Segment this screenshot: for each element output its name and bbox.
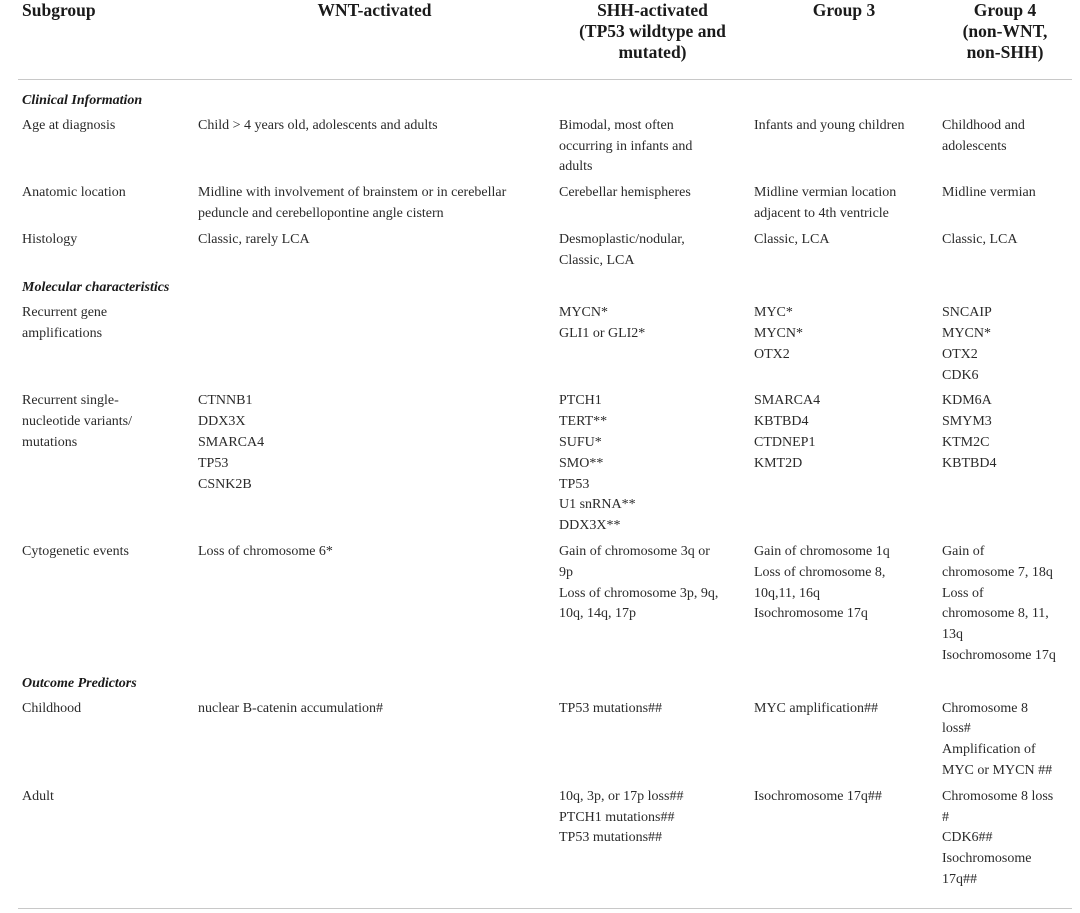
- header-row: [18, 0, 1072, 80]
- cell-line: MYCN*: [942, 325, 992, 341]
- cell-line: chromosome 8, 11,: [942, 606, 1049, 622]
- table-cell: [750, 114, 938, 181]
- cell-line: #: [942, 809, 949, 825]
- cell-line: amplifications: [22, 325, 103, 341]
- cell-line: CSNK2B: [198, 476, 252, 492]
- table-cell: [750, 540, 938, 670]
- table-cell: [555, 697, 750, 785]
- cell-line: Desmoplastic/nodular,: [559, 231, 685, 247]
- cell-line: Classic, LCA: [942, 231, 1018, 247]
- table-body: [18, 80, 1072, 894]
- table-cell: [194, 114, 555, 181]
- table-cell: [938, 785, 1072, 894]
- table-cell: [194, 389, 555, 540]
- cell-line: CTNNB1: [198, 393, 253, 409]
- cell-line: Childhood: [22, 700, 82, 716]
- cell-line: Gain of chromosome 1q: [754, 543, 890, 559]
- cell-line: SMARCA4: [754, 393, 821, 409]
- table-cell: [750, 785, 938, 894]
- table-cell: [938, 540, 1072, 670]
- table-row: [18, 114, 1072, 181]
- cell-line: TP53: [198, 455, 229, 471]
- cell-line: 10q,11, 16q: [754, 585, 820, 601]
- cell-line: SMARCA4: [198, 434, 265, 450]
- table-cell: [750, 697, 938, 785]
- row-label: [18, 389, 194, 540]
- cell-line: Infants and young children: [754, 117, 905, 133]
- cell-line: TERT**: [559, 414, 608, 430]
- cell-line: nucleotide variants/: [22, 414, 133, 430]
- table-cell: [555, 228, 750, 275]
- cell-line: Childhood and: [942, 117, 1025, 133]
- cell-line: Isochromosome 17q: [942, 647, 1056, 663]
- table-cell: [750, 301, 938, 389]
- table-cell: [938, 181, 1072, 228]
- table-cell: [750, 181, 938, 228]
- cell-line: DDX3X**: [559, 518, 621, 534]
- cell-line: Classic, LCA: [559, 252, 635, 268]
- table-cell: [194, 785, 555, 894]
- section-row: [18, 670, 1072, 697]
- cell-line: DDX3X: [198, 414, 246, 430]
- column-header: [18, 0, 194, 80]
- table-row: [18, 540, 1072, 670]
- cell-line: occurring in infants and: [559, 138, 693, 154]
- cell-line: Cerebellar hemispheres: [559, 185, 691, 201]
- cell-line: TP53: [559, 476, 590, 492]
- table-cell: [938, 389, 1072, 540]
- cell-line: adolescents: [942, 138, 1007, 154]
- cell-line: CTDNEP1: [754, 434, 816, 450]
- row-label: [18, 540, 194, 670]
- cell-line: PTCH1: [559, 393, 602, 409]
- cell-line: nuclear B-catenin accumulation#: [198, 700, 384, 716]
- cell-line: SMYM3: [942, 414, 992, 430]
- cell-line: TP53 mutations##: [559, 700, 663, 716]
- cell-line: chromosome 7, 18q: [942, 564, 1053, 580]
- cell-line: Loss of: [942, 585, 984, 601]
- medulloblastoma-subgroup-table: [18, 0, 1072, 894]
- cell-line: Classic, rarely LCA: [198, 231, 310, 247]
- row-label: [18, 228, 194, 275]
- cell-line: Group 4: [973, 0, 1037, 20]
- table-cell: [938, 697, 1072, 785]
- cell-line: 13q: [942, 627, 963, 643]
- table-cell: [938, 301, 1072, 389]
- cell-line: mutated): [618, 42, 687, 62]
- section-row: [18, 80, 1072, 114]
- cell-line: Cytogenetic events: [22, 543, 129, 559]
- cell-line: OTX2: [754, 346, 790, 362]
- cell-line: CDK6: [942, 367, 979, 383]
- cell-line: (non-WNT,: [962, 21, 1048, 41]
- cell-line: Loss of chromosome 3p, 9q,: [559, 585, 719, 601]
- cell-line: KTM2C: [942, 434, 990, 450]
- section-title: Clinical Information: [22, 93, 143, 108]
- table-cell: [555, 540, 750, 670]
- cell-line: Gain of: [942, 543, 985, 559]
- cell-line: Adult: [22, 788, 54, 804]
- cell-line: Group 3: [812, 0, 876, 20]
- cell-line: Age at diagnosis: [22, 117, 116, 133]
- cell-line: KDM6A: [942, 393, 992, 409]
- cell-line: 10q, 3p, or 17p loss##: [559, 788, 684, 804]
- cell-line: KMT2D: [754, 455, 803, 471]
- cell-line: KBTBD4: [754, 414, 809, 430]
- table-cell: [938, 114, 1072, 181]
- table-cell: [194, 540, 555, 670]
- table-cell: [194, 228, 555, 275]
- cell-line: Midline with involvement of brainstem or in cerebellar: [198, 185, 507, 201]
- table-cell: [555, 114, 750, 181]
- column-header: [555, 0, 750, 80]
- cell-line: Recurrent single-: [22, 393, 119, 409]
- cell-line: 9p: [559, 564, 573, 580]
- cell-line: SHH-activated: [597, 0, 708, 20]
- table-cell: [750, 389, 938, 540]
- cell-line: TP53 mutations##: [559, 830, 663, 846]
- section-row: [18, 274, 1072, 301]
- row-label: [18, 301, 194, 389]
- bottom-rule: [18, 908, 1072, 909]
- row-label: [18, 785, 194, 894]
- cell-line: Chromosome 8: [942, 700, 1028, 716]
- cell-line: Midline vermian location: [754, 185, 897, 201]
- cell-line: Isochromosome 17q: [754, 606, 868, 622]
- cell-line: OTX2: [942, 346, 978, 362]
- column-header: [194, 0, 555, 80]
- section-title: Outcome Predictors: [22, 675, 137, 691]
- cell-line: CDK6##: [942, 830, 993, 846]
- cell-line: (TP53 wildtype and: [579, 21, 726, 41]
- table-cell: [555, 785, 750, 894]
- cell-line: 17q##: [942, 871, 977, 887]
- row-label: [18, 114, 194, 181]
- table-row: [18, 228, 1072, 275]
- cell-line: MYC*: [754, 305, 793, 321]
- cell-line: WNT-activated: [317, 0, 432, 20]
- cell-line: MYC or MYCN ##: [942, 762, 1053, 778]
- table-row: [18, 697, 1072, 785]
- cell-line: adjacent to 4th ventricle: [754, 205, 889, 221]
- cell-line: Histology: [22, 231, 78, 247]
- cell-line: peduncle and cerebellopontine angle cistern: [198, 205, 444, 221]
- table-cell: [194, 697, 555, 785]
- cell-line: U1 snRNA**: [559, 497, 636, 513]
- cell-line: MYC amplification##: [754, 700, 879, 716]
- cell-line: loss#: [942, 721, 971, 737]
- cell-line: KBTBD4: [942, 455, 997, 471]
- cell-line: Midline vermian: [942, 185, 1036, 201]
- table-row: [18, 389, 1072, 540]
- cell-line: MYCN*: [559, 305, 609, 321]
- cell-line: mutations: [22, 434, 78, 450]
- cell-line: Gain of chromosome 3q or: [559, 543, 710, 559]
- table-cell: [938, 228, 1072, 275]
- cell-line: Chromosome 8 loss: [942, 788, 1054, 804]
- cell-line: GLI1 or GLI2*: [559, 325, 646, 341]
- cell-line: PTCH1 mutations##: [559, 809, 675, 825]
- table-row: [18, 181, 1072, 228]
- table-cell: [555, 389, 750, 540]
- row-label: [18, 181, 194, 228]
- column-header: [938, 0, 1072, 80]
- cell-line: Loss of chromosome 6*: [198, 543, 333, 559]
- table-cell: [750, 228, 938, 275]
- cell-line: SMO**: [559, 455, 604, 471]
- section-title: Molecular characteristics: [22, 280, 170, 296]
- table-row: [18, 785, 1072, 894]
- table-cell: [555, 181, 750, 228]
- cell-line: Recurrent gene: [22, 305, 108, 321]
- cell-line: Subgroup: [22, 0, 96, 20]
- cell-line: Child > 4 years old, adolescents and adults: [198, 117, 438, 133]
- cell-line: SNCAIP: [942, 305, 992, 321]
- cell-line: Isochromosome: [942, 851, 1032, 867]
- table-cell: [194, 301, 555, 389]
- cell-line: Loss of chromosome 8,: [754, 564, 886, 580]
- table-cell: [194, 181, 555, 228]
- cell-line: Anatomic location: [22, 185, 126, 201]
- cell-line: non-SHH): [966, 42, 1044, 62]
- column-header: [750, 0, 938, 80]
- cell-line: MYCN*: [754, 325, 804, 341]
- cell-line: Bimodal, most often: [559, 117, 674, 133]
- cell-line: 10q, 14q, 17p: [559, 606, 636, 622]
- table-row: [18, 301, 1072, 389]
- cell-line: Classic, LCA: [754, 231, 830, 247]
- table-cell: [555, 301, 750, 389]
- cell-line: adults: [559, 159, 593, 175]
- cell-line: Amplification of: [942, 742, 1036, 758]
- cell-line: SUFU*: [559, 434, 602, 450]
- cell-line: Isochromosome 17q##: [754, 788, 882, 804]
- row-label: [18, 697, 194, 785]
